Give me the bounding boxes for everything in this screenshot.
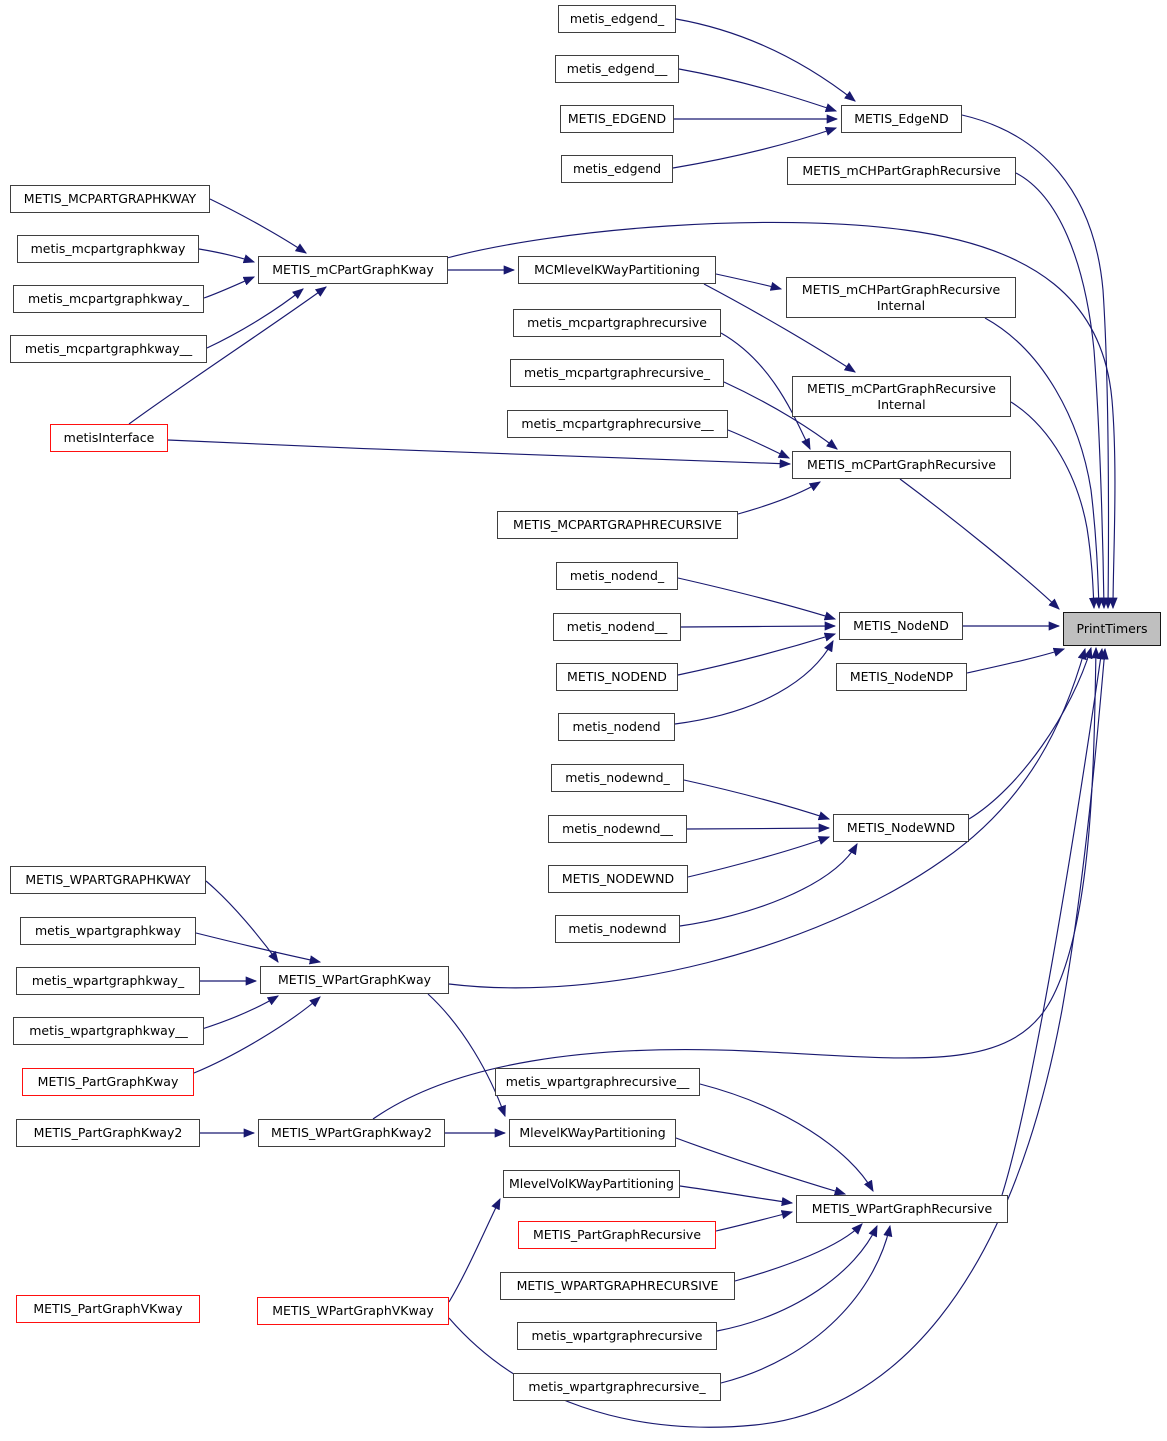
- edge-METIS_MCPARTGRAPHKWAY-to-METIS_mCPartGraphKway: [210, 199, 306, 253]
- node-label: METIS_mCHPartGraphRecursive: [802, 163, 1001, 179]
- node-label: metis_wpartgraphrecursive_: [528, 1379, 706, 1395]
- edge-metis_nodewnd_-to-METIS_NodeWND: [684, 780, 829, 819]
- node-label: metis_edgend_: [569, 11, 665, 27]
- node-METIS_WPartGraphKway[interactable]: [260, 966, 449, 994]
- node-label: metis_mcpartgraphrecursive__: [521, 416, 714, 432]
- node-label: METIS_WPARTGRAPHKWAY: [25, 872, 191, 888]
- node-label: METIS_PartGraphKway: [37, 1074, 179, 1090]
- edge-metis_wpartgraphkway__-to-METIS_WPartGraphKway: [202, 996, 278, 1029]
- edge-metis_mcpartgraphkway-to-METIS_mCPartGraphKway: [199, 249, 254, 262]
- edge-MlevelVolKWayPartitioning-to-METIS_WPartGraphRecursive: [680, 1186, 792, 1203]
- edge-MCMlevelKWayPartitioning-to-METIS_mCHPartGraphRecursiveInternal: [716, 274, 781, 289]
- node-label: Internal: [877, 396, 926, 412]
- edge-METIS_WPartGraphVKway-to-PrintTimers: [449, 649, 1105, 1427]
- node-label: metis_wpartgraphrecursive: [531, 1328, 703, 1344]
- node-metis_mcpartgraphrecursive_[interactable]: [510, 359, 724, 387]
- node-METIS_NODEND[interactable]: [556, 663, 678, 691]
- edge-metisInterface-to-METIS_mCPartGraphRecursive: [168, 440, 790, 464]
- node-METIS_WPartGraphVKway[interactable]: [257, 1297, 449, 1325]
- edge-metis_mcpartgraphrecursive__-to-METIS_mCPartGraphRecursive: [728, 430, 789, 458]
- edge-METIS_mCPartGraphRecursive-to-PrintTimers: [900, 479, 1059, 609]
- node-METIS_PartGraphVKway[interactable]: [16, 1295, 200, 1323]
- node-METIS_MCPARTGRAPHKWAY[interactable]: [10, 185, 210, 213]
- edge-metis_nodend__-to-METIS_NodeND: [681, 626, 835, 627]
- node-metis_nodend[interactable]: [558, 713, 675, 741]
- node-label: metis_wpartgraphrecursive__: [505, 1074, 690, 1090]
- node-label: metis_edgend: [572, 161, 662, 177]
- node-label: metis_mcpartgraphkway__: [24, 341, 193, 357]
- node-label: METIS_NODEND: [567, 669, 667, 685]
- node-MlevelKWayPartitioning[interactable]: [509, 1119, 676, 1147]
- node-metis_mcpartgraphrecursive[interactable]: [513, 309, 721, 337]
- node-label: METIS_EDGEND: [567, 111, 667, 127]
- node-label: MlevelVolKWayPartitioning: [508, 1176, 674, 1192]
- node-METIS_mCPartGraphRecursive[interactable]: [792, 451, 1011, 479]
- edge-metis_wpartgraphrecursive_-to-METIS_WPartGraphRecursive: [721, 1226, 890, 1383]
- node-METIS_WPartGraphRecursive[interactable]: [796, 1195, 1008, 1223]
- node-metis_nodewnd[interactable]: [555, 915, 680, 943]
- node-MCMlevelKWayPartitioning[interactable]: [518, 256, 716, 284]
- node-label: METIS_MCPARTGRAPHRECURSIVE: [513, 517, 722, 533]
- edge-METIS_mCHPartGraphRecursive-to-PrintTimers: [1016, 173, 1104, 608]
- edge-METIS_WPartGraphKway2-to-PrintTimers: [373, 648, 1096, 1119]
- edge-METIS_NODEWND-to-METIS_NodeWND: [688, 837, 829, 877]
- node-label: metis_wpartgraphkway__: [29, 1023, 188, 1039]
- node-label: MCMlevelKWayPartitioning: [534, 262, 700, 278]
- node-label: metis_mcpartgraphrecursive: [527, 315, 707, 331]
- edge-metis_edgend__-to-METIS_EdgeND: [679, 69, 836, 111]
- node-label: METIS_PartGraphRecursive: [532, 1227, 702, 1243]
- node-metis_edgend_[interactable]: [558, 5, 676, 33]
- node-label: METIS_NODEWND: [561, 871, 675, 887]
- node-metis_wpartgraphkway_[interactable]: [16, 967, 200, 995]
- node-label: PrintTimers: [1076, 621, 1148, 637]
- node-METIS_WPARTGRAPHKWAY[interactable]: [10, 866, 206, 894]
- node-metis_mcpartgraphrecursive__[interactable]: [507, 410, 728, 438]
- node-metis_wpartgraphrecursive_[interactable]: [513, 1373, 721, 1401]
- node-label: METIS_NodeNDP: [849, 669, 954, 685]
- edge-metis_mcpartgraphkway__-to-METIS_mCPartGraphKway: [207, 289, 303, 348]
- node-metis_nodewnd__[interactable]: [548, 815, 687, 843]
- edge-metis_mcpartgraphkway_-to-METIS_mCPartGraphKway: [204, 277, 254, 298]
- node-metis_nodend_[interactable]: [556, 562, 678, 590]
- edge-METIS_EdgeND-to-PrintTimers: [962, 115, 1108, 608]
- node-METIS_EdgeND[interactable]: [841, 105, 962, 133]
- node-metis_wpartgraphrecursive__[interactable]: [495, 1068, 700, 1096]
- node-label: metis_nodend_: [569, 568, 665, 584]
- node-label: metis_mcpartgraphkway: [30, 241, 186, 257]
- edge-METIS_NodeWND-to-PrintTimers: [969, 648, 1091, 819]
- edge-METIS_WPartGraphVKway-to-MlevelVolKWayPartitioning: [449, 1199, 500, 1302]
- edge-METIS_WPARTGRAPHRECURSIVE-to-METIS_WPartGraphRecursive: [735, 1224, 862, 1281]
- node-METIS_mCHPartGraphRecursiveInternal[interactable]: [786, 277, 1016, 318]
- node-label: metis_nodend: [572, 719, 661, 735]
- edge-METIS_WPartGraphKway-to-PrintTimers: [449, 649, 1085, 988]
- node-metis_nodewnd_[interactable]: [551, 764, 684, 792]
- node-METIS_NodeNDP[interactable]: [836, 663, 967, 691]
- node-label: Internal: [876, 297, 926, 313]
- node-metis_edgend__[interactable]: [555, 55, 679, 83]
- node-METIS_NODEWND[interactable]: [548, 865, 688, 893]
- node-label: metis_nodend__: [566, 619, 668, 635]
- edge-metis_nodewnd__-to-METIS_NodeWND: [687, 828, 829, 829]
- node-label: metis_nodewnd_: [565, 770, 670, 786]
- edge-MlevelKWayPartitioning-to-METIS_WPartGraphRecursive: [676, 1138, 845, 1194]
- node-METIS_mCHPartGraphRecursive[interactable]: [787, 157, 1016, 185]
- node-METIS_mCPartGraphRecursiveInternal[interactable]: [792, 376, 1011, 417]
- node-label: METIS_NodeND: [853, 618, 949, 634]
- node-label: metis_nodewnd__: [562, 821, 673, 837]
- edge-metis_wpartgraphrecursive__-to-METIS_WPartGraphRecursive: [700, 1084, 873, 1191]
- node-label: metis_wpartgraphkway_: [31, 973, 185, 989]
- node-metis_wpartgraphkway[interactable]: [20, 917, 196, 945]
- node-label: METIS_WPartGraphVKway: [272, 1303, 434, 1319]
- node-label: METIS_EdgeND: [854, 111, 949, 127]
- node-PrintTimers: [1063, 612, 1161, 646]
- edge-METIS_NodeNDP-to-PrintTimers: [967, 649, 1064, 673]
- node-label: METIS_NodeWND: [846, 820, 956, 836]
- node-metis_mcpartgraphkway__[interactable]: [10, 335, 207, 363]
- node-metis_wpartgraphkway__[interactable]: [13, 1017, 204, 1045]
- node-label: METIS_PartGraphVKway: [33, 1301, 183, 1317]
- edge-METIS_PartGraphKway-to-METIS_WPartGraphKway: [194, 997, 320, 1073]
- node-metis_mcpartgraphkway_[interactable]: [13, 285, 204, 313]
- node-METIS_EDGEND[interactable]: [560, 105, 674, 133]
- node-label: METIS_mCPartGraphRecursive: [807, 457, 996, 473]
- node-label: metis_edgend__: [566, 61, 668, 77]
- node-label: METIS_PartGraphKway2: [33, 1125, 183, 1141]
- node-label: metis_nodewnd: [568, 921, 667, 937]
- node-METIS_PartGraphKway2[interactable]: [16, 1119, 200, 1147]
- node-label: METIS_WPARTGRAPHRECURSIVE: [516, 1278, 719, 1294]
- node-label: METIS_mCPartGraphKway: [272, 262, 434, 278]
- node-label: METIS_MCPARTGRAPHKWAY: [23, 191, 197, 207]
- node-METIS_WPartGraphKway2[interactable]: [258, 1119, 445, 1147]
- node-label: metis_mcpartgraphrecursive_: [523, 365, 711, 381]
- node-label: metis_wpartgraphkway: [35, 923, 181, 939]
- node-metis_mcpartgraphkway[interactable]: [17, 235, 199, 263]
- node-label: METIS_WPartGraphKway: [277, 972, 432, 988]
- node-METIS_mCPartGraphKway[interactable]: [258, 256, 448, 284]
- edge-METIS_PartGraphRecursive-to-METIS_WPartGraphRecursive: [716, 1212, 792, 1231]
- node-metis_wpartgraphrecursive[interactable]: [517, 1322, 717, 1350]
- node-label: METIS_WPartGraphRecursive: [811, 1201, 993, 1217]
- node-METIS_NodeND[interactable]: [839, 612, 963, 640]
- node-label: metis_mcpartgraphkway_: [27, 291, 190, 307]
- node-METIS_WPARTGRAPHRECURSIVE[interactable]: [500, 1272, 735, 1300]
- node-METIS_MCPARTGRAPHRECURSIVE[interactable]: [497, 511, 738, 539]
- node-METIS_PartGraphKway[interactable]: [22, 1068, 194, 1096]
- node-MlevelVolKWayPartitioning[interactable]: [503, 1170, 680, 1198]
- node-label: METIS_mCHPartGraphRecursive: [801, 282, 1001, 298]
- node-metis_nodend__[interactable]: [553, 613, 681, 641]
- edge-metis_nodend-to-METIS_NodeND: [675, 641, 833, 724]
- node-METIS_PartGraphRecursive[interactable]: [518, 1221, 716, 1249]
- node-label: METIS_mCPartGraphRecursive: [807, 381, 996, 397]
- edge-METIS_MCPARTGRAPHRECURSIVE-to-METIS_mCPartGraphRecursive: [738, 482, 820, 514]
- node-METIS_NodeWND[interactable]: [833, 814, 969, 842]
- node-metis_edgend[interactable]: [561, 155, 673, 183]
- node-metisInterface[interactable]: [50, 424, 168, 452]
- edge-METIS_WPartGraphKway-to-MlevelKWayPartitioning: [428, 994, 505, 1116]
- edge-metis_wpartgraphrecursive-to-METIS_WPartGraphRecursive: [717, 1226, 877, 1331]
- edge-metis_wpartgraphkway-to-METIS_WPartGraphKway: [196, 933, 320, 962]
- node-label: MlevelKWayPartitioning: [519, 1125, 666, 1141]
- edge-metis_nodend_-to-METIS_NodeND: [678, 578, 835, 619]
- node-label: metisInterface: [63, 430, 155, 446]
- node-label: METIS_WPartGraphKway2: [271, 1125, 432, 1141]
